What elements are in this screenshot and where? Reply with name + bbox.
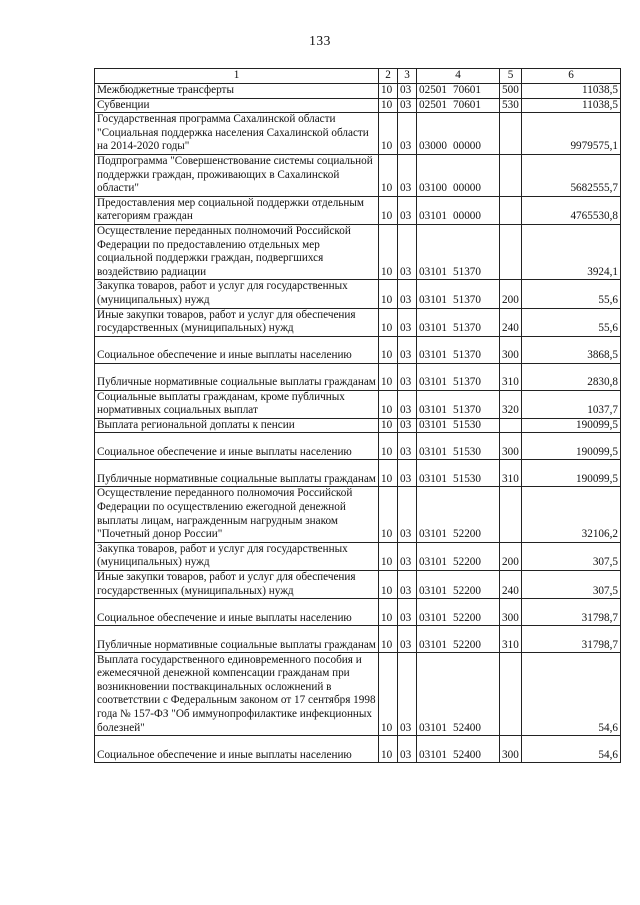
direction-code: 70601 — [453, 84, 481, 96]
column-header: 6 — [522, 69, 621, 84]
expense-type-code: 300 — [500, 336, 522, 363]
program-code: 03101 — [419, 349, 447, 362]
subsection-code: 03 — [398, 224, 417, 279]
target-article-code — [417, 113, 500, 155]
section-code: 10 — [379, 542, 398, 570]
direction-code: 52200 — [453, 584, 481, 597]
section-code: 10 — [379, 113, 398, 155]
target-article-code — [417, 626, 500, 653]
expense-type-code — [500, 196, 522, 224]
direction-code: 51370 — [453, 376, 481, 389]
direction-code: 52400 — [453, 721, 481, 734]
amount-value: 31798,7 — [522, 626, 621, 653]
column-header: 2 — [379, 69, 398, 84]
amount-value: 55,6 — [522, 280, 621, 308]
row-description: Подпрограмма "Совершенствование системы социальной поддержки граждан, проживающих в Сахалинской области" — [95, 154, 379, 196]
table-row — [95, 84, 621, 99]
column-header: 3 — [398, 69, 417, 84]
target-article-code — [417, 571, 500, 599]
row-description: Социальное обеспечение и иные выплаты населению — [95, 736, 379, 763]
target-article-code — [417, 599, 500, 626]
expense-type-code: 530 — [500, 98, 522, 113]
column-header: 5 — [500, 69, 522, 84]
target-article-code — [417, 98, 500, 113]
subsection-code: 03 — [398, 418, 417, 433]
subsection-code: 03 — [398, 336, 417, 363]
page-number: 133 — [309, 33, 331, 48]
expense-type-code — [500, 154, 522, 196]
row-description: Государственная программа Сахалинской области "Социальная поддержка населения Сахалинской области на 2014-2020 годы" — [95, 113, 379, 155]
direction-code: 52400 — [453, 748, 481, 761]
subsection-code: 03 — [398, 196, 417, 224]
table-row — [95, 736, 621, 763]
section-code: 10 — [379, 626, 398, 653]
subsection-code: 03 — [398, 308, 417, 336]
section-code: 10 — [379, 224, 398, 279]
direction-code: 51370 — [453, 265, 481, 278]
row-description: Осуществление переданного полномочия Российской Федерации по осуществлению ежегодной денежной выплаты лицам, награжденным нагрудным знаком "Почетный донор России" — [95, 487, 379, 542]
section-code: 10 — [379, 196, 398, 224]
subsection-code: 03 — [398, 433, 417, 460]
row-description: Социальное обеспечение и иные выплаты населению — [95, 599, 379, 626]
target-article-code — [417, 736, 500, 763]
subsection-code: 03 — [398, 487, 417, 542]
table-row — [95, 280, 621, 308]
section-code: 10 — [379, 599, 398, 626]
direction-code: 52200 — [453, 638, 481, 651]
direction-code: 51370 — [453, 349, 481, 362]
direction-code: 00000 — [453, 182, 481, 195]
target-article-code — [417, 308, 500, 336]
program-code: 03101 — [419, 721, 447, 734]
row-description: Социальное обеспечение и иные выплаты населению — [95, 336, 379, 363]
direction-code: 00000 — [453, 140, 481, 153]
table-row — [95, 154, 621, 196]
table-row — [95, 542, 621, 570]
program-code: 03101 — [419, 638, 447, 651]
section-code: 10 — [379, 653, 398, 736]
direction-code: 51530 — [453, 472, 481, 485]
amount-value: 54,6 — [522, 736, 621, 763]
table-row — [95, 224, 621, 279]
subsection-code: 03 — [398, 363, 417, 390]
row-description: Осуществление переданных полномочий Российской Федерации по предоставлению отдельных мер социальной поддержки граждан, подвергшихся воздействию радиации — [95, 224, 379, 279]
row-description: Межбюджетные трансферты — [95, 84, 379, 99]
target-article-code — [417, 363, 500, 390]
subsection-code: 03 — [398, 626, 417, 653]
target-article-code — [417, 418, 500, 433]
expense-type-code — [500, 224, 522, 279]
amount-value: 54,6 — [522, 653, 621, 736]
target-article-code — [417, 84, 500, 99]
row-description: Иные закупки товаров, работ и услуг для обеспечения государственных (муниципальных) нужд — [95, 308, 379, 336]
row-description: Субвенции — [95, 98, 379, 113]
table-row — [95, 390, 621, 418]
expense-type-code: 300 — [500, 433, 522, 460]
program-code: 03101 — [419, 445, 447, 458]
section-code: 10 — [379, 280, 398, 308]
row-description: Социальное обеспечение и иные выплаты населению — [95, 433, 379, 460]
program-code: 03101 — [419, 404, 447, 417]
amount-value: 1037,7 — [522, 390, 621, 418]
direction-code: 51370 — [453, 293, 481, 306]
target-article-code — [417, 224, 500, 279]
program-code: 03101 — [419, 210, 447, 223]
subsection-code: 03 — [398, 98, 417, 113]
table-row — [95, 98, 621, 113]
amount-value: 4765530,8 — [522, 196, 621, 224]
expense-type-code: 500 — [500, 84, 522, 99]
direction-code: 51370 — [453, 322, 481, 335]
subsection-code: 03 — [398, 390, 417, 418]
target-article-code — [417, 196, 500, 224]
subsection-code: 03 — [398, 460, 417, 487]
section-code: 10 — [379, 571, 398, 599]
row-description: Публичные нормативные социальные выплаты гражданам — [95, 626, 379, 653]
program-code: 03101 — [419, 265, 447, 278]
target-article-code — [417, 487, 500, 542]
table-row — [95, 653, 621, 736]
table-row — [95, 433, 621, 460]
amount-value: 307,5 — [522, 542, 621, 570]
table-row — [95, 336, 621, 363]
row-description: Выплата региональной доплаты к пенсии — [95, 418, 379, 433]
target-article-code — [417, 542, 500, 570]
subsection-code: 03 — [398, 542, 417, 570]
section-code: 10 — [379, 487, 398, 542]
target-article-code — [417, 280, 500, 308]
expense-type-code: 300 — [500, 736, 522, 763]
row-description: Иные закупки товаров, работ и услуг для обеспечения государственных (муниципальных) нужд — [95, 571, 379, 599]
amount-value: 9979575,1 — [522, 113, 621, 155]
subsection-code: 03 — [398, 653, 417, 736]
amount-value: 307,5 — [522, 571, 621, 599]
expense-type-code — [500, 653, 522, 736]
table-row — [95, 460, 621, 487]
row-description: Публичные нормативные социальные выплаты гражданам — [95, 363, 379, 390]
direction-code: 52200 — [453, 611, 481, 624]
amount-value: 190099,5 — [522, 433, 621, 460]
direction-code: 51370 — [453, 404, 481, 417]
amount-value: 5682555,7 — [522, 154, 621, 196]
table-row — [95, 626, 621, 653]
program-code: 03100 — [419, 182, 447, 195]
amount-value: 2830,8 — [522, 363, 621, 390]
target-article-code — [417, 653, 500, 736]
expense-type-code: 240 — [500, 308, 522, 336]
target-article-code — [417, 336, 500, 363]
subsection-code: 03 — [398, 84, 417, 99]
expense-type-code: 240 — [500, 571, 522, 599]
section-code: 10 — [379, 418, 398, 433]
direction-code: 52200 — [453, 556, 481, 569]
row-description: Закупка товаров, работ и услуг для государственных (муниципальных) нужд — [95, 542, 379, 570]
section-code: 10 — [379, 460, 398, 487]
expense-type-code: 200 — [500, 280, 522, 308]
program-code: 03101 — [419, 293, 447, 306]
section-code: 10 — [379, 390, 398, 418]
row-description: Социальные выплаты гражданам, кроме публичных нормативных социальных выплат — [95, 390, 379, 418]
amount-value: 3868,5 — [522, 336, 621, 363]
direction-code: 70601 — [453, 98, 481, 111]
section-code: 10 — [379, 308, 398, 336]
table-row — [95, 196, 621, 224]
expense-type-code — [500, 487, 522, 542]
expense-type-code — [500, 418, 522, 433]
row-description: Предоставления мер социальной поддержки отдельным категориям граждан — [95, 196, 379, 224]
program-code: 03101 — [419, 611, 447, 624]
expense-type-code: 310 — [500, 460, 522, 487]
target-article-code — [417, 390, 500, 418]
program-code: 03101 — [419, 472, 447, 485]
program-code: 03101 — [419, 748, 447, 761]
subsection-code: 03 — [398, 599, 417, 626]
expense-type-code: 320 — [500, 390, 522, 418]
direction-code: 00000 — [453, 210, 481, 223]
section-code: 10 — [379, 736, 398, 763]
amount-value: 32106,2 — [522, 487, 621, 542]
target-article-code — [417, 154, 500, 196]
budget-table — [94, 68, 621, 763]
subsection-code: 03 — [398, 280, 417, 308]
row-description: Закупка товаров, работ и услуг для государственных (муниципальных) нужд — [95, 280, 379, 308]
subsection-code: 03 — [398, 571, 417, 599]
direction-code: 51530 — [453, 445, 481, 458]
expense-type-code: 300 — [500, 599, 522, 626]
row-description: Публичные нормативные социальные выплаты гражданам — [95, 460, 379, 487]
direction-code: 52200 — [453, 528, 481, 541]
section-code: 10 — [379, 363, 398, 390]
table-row — [95, 599, 621, 626]
column-header: 4 — [417, 69, 500, 84]
expense-type-code — [500, 113, 522, 155]
amount-value: 11038,5 — [522, 84, 621, 99]
section-code: 10 — [379, 433, 398, 460]
subsection-code: 03 — [398, 154, 417, 196]
amount-value: 3924,1 — [522, 224, 621, 279]
amount-value: 190099,5 — [522, 418, 621, 433]
section-code: 10 — [379, 98, 398, 113]
table-row — [95, 571, 621, 599]
program-code: 03000 — [419, 140, 447, 153]
table-row — [95, 487, 621, 542]
column-header: 1 — [95, 69, 379, 84]
row-description: Выплата государственного единовременного пособия и ежемесячной денежной компенсации гражданам при возникновении поствакцинальных осложнений в соответствии с Федеральным законом от 17 сентября 1998 года № 157-ФЗ "Об иммунопрофилактике инфекционных болезней" — [95, 653, 379, 736]
table-row — [95, 363, 621, 390]
amount-value: 31798,7 — [522, 599, 621, 626]
program-code: 03101 — [419, 584, 447, 597]
table-row — [95, 418, 621, 433]
expense-type-code: 310 — [500, 626, 522, 653]
table-header-row — [95, 69, 621, 84]
target-article-code — [417, 433, 500, 460]
subsection-code: 03 — [398, 736, 417, 763]
program-code: 03101 — [419, 556, 447, 569]
program-code: 03101 — [419, 418, 447, 431]
amount-value: 190099,5 — [522, 460, 621, 487]
section-code: 10 — [379, 154, 398, 196]
table-row — [95, 113, 621, 155]
target-article-code — [417, 460, 500, 487]
expense-type-code: 200 — [500, 542, 522, 570]
direction-code: 51530 — [453, 418, 481, 431]
subsection-code: 03 — [398, 113, 417, 155]
amount-value: 55,6 — [522, 308, 621, 336]
program-code: 03101 — [419, 322, 447, 335]
section-code: 10 — [379, 336, 398, 363]
program-code: 02501 — [419, 84, 447, 96]
amount-value: 11038,5 — [522, 98, 621, 113]
program-code: 03101 — [419, 528, 447, 541]
program-code: 03101 — [419, 376, 447, 389]
table-row — [95, 308, 621, 336]
expense-type-code: 310 — [500, 363, 522, 390]
section-code: 10 — [379, 84, 398, 99]
program-code: 02501 — [419, 98, 447, 111]
